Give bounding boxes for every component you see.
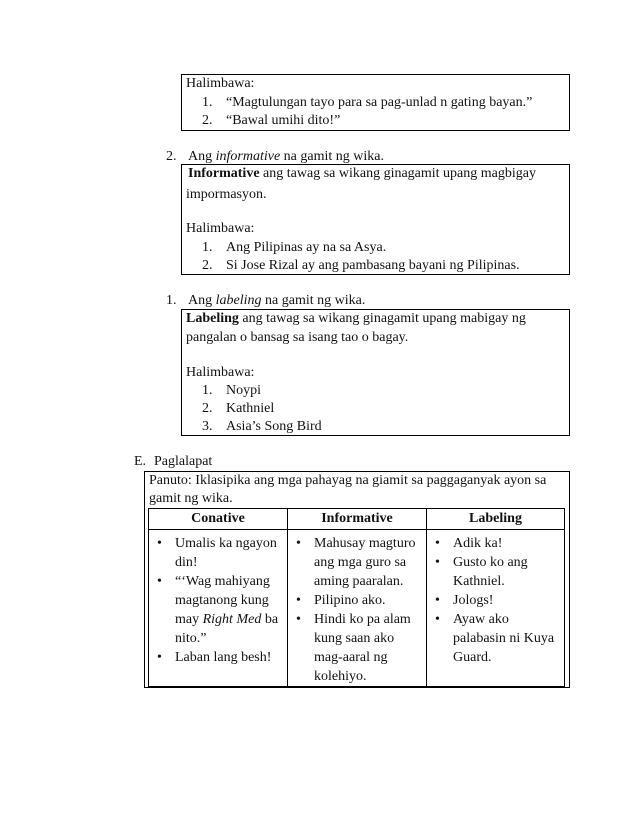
informative-cell [288,530,427,687]
list-item: • Adik ka! [435,536,503,551]
list-item: • Hindi ko pa alam kung saan ako mag-aaral ng kolehiyo. [296,612,411,684]
example-item: 1. “Magtulungan tayo para sa pag-unlad n gating bayan.” [202,95,533,110]
instructions: Panuto: Iklasipika ang mga pahayag na giamit sa paggaganyak ayon sa [149,473,547,488]
labeling-cell [427,530,565,687]
list-item: • Jologs! [435,593,494,608]
example-label: Halimbawa: [186,365,255,380]
example-item: 2. “Bawal umihi dito!” [202,113,341,128]
example-item: 2. Si Jose Rizal ay ang pambasang bayani ng Pilipinas. [202,258,520,273]
labeling-definition-cont: pangalan o bansag sa isang tao o bagay. [186,330,409,345]
example-item: 2. Kathniel [202,401,275,416]
list-item: • Gusto ko ang Kathniel. [435,555,528,589]
informative-definition-cont: impormasyon. [186,187,267,202]
column-header-informative: Informative [288,509,427,530]
list-item: • Laban lang besh! [157,650,272,665]
example-item: 1. Ang Pilipinas ay na sa Asya. [202,240,387,255]
list-item: • Umalis ka ngayon din! [157,536,277,570]
list-item: • “‘Wag mahiyang magtanong kung may Right Med ba nito.” [157,574,279,646]
informative-heading: 2. Ang informative na gamit ng wika. [166,149,384,164]
conative-cell [149,530,288,687]
list-item: • Ayaw ako palabasin ni Kuya Guard. [435,612,555,665]
section-e-heading: E. Paglalapat [134,454,213,469]
list-item: • Pilipino ako. [296,593,386,608]
example-item: 1. Noypi [202,383,261,398]
list-item: • Mahusay magturo ang mga guro sa aming paaralan. [296,536,416,589]
column-header-conative: Conative [149,509,288,530]
column-header-labeling: Labeling [427,509,565,530]
instructions-cont: gamit ng wika. [149,491,233,506]
table-header-row [149,509,565,530]
table-row [149,530,565,687]
classification-table [148,508,565,687]
example-item: 3. Asia’s Song Bird [202,419,322,434]
example-label: Halimbawa: [186,76,255,91]
labeling-definition: Labeling ang tawag sa wikang ginagamit upang mabigay ng [186,311,526,326]
example-label: Halimbawa: [186,221,255,236]
informative-definition: Informative ang tawag sa wikang ginagamit upang magbigay [188,166,536,181]
labeling-heading: 1. Ang labeling na gamit ng wika. [166,293,366,308]
